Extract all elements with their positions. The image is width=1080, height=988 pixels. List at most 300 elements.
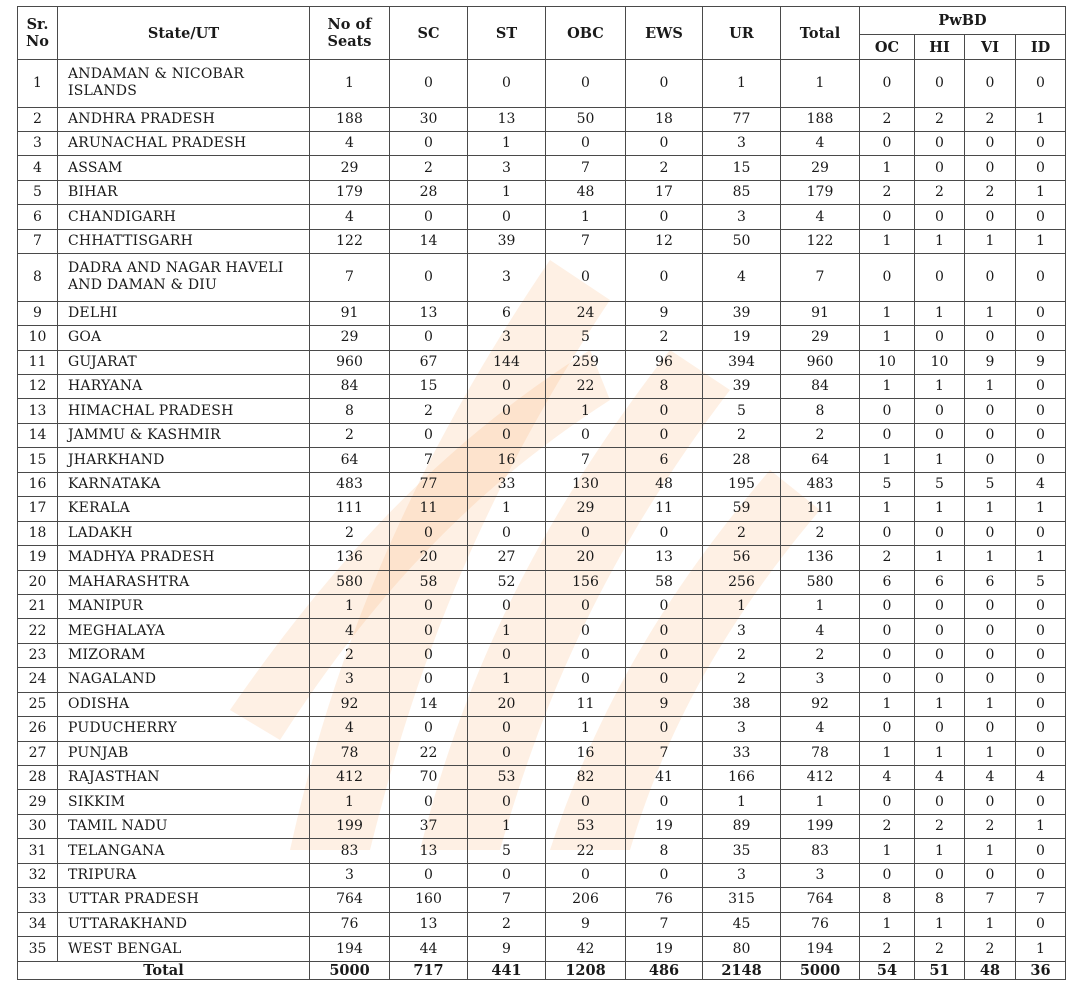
- cell-seats: 1: [310, 60, 390, 108]
- table-row: [18, 423, 1066, 447]
- cell-id: 1: [1016, 546, 1066, 570]
- cell-state: NAGALAND: [58, 668, 310, 692]
- cell-hi: 1: [915, 448, 965, 472]
- cell-hi: 0: [915, 254, 965, 302]
- cell-obc: 5: [546, 326, 626, 350]
- cell-vi: 5: [965, 472, 1016, 496]
- cell-hi: 5: [915, 472, 965, 496]
- table-row: [18, 594, 1066, 618]
- cell-ews: 7: [626, 741, 703, 765]
- cell-obc: 0: [546, 863, 626, 887]
- cell-total: 179: [781, 180, 860, 204]
- cell-state: LADAKH: [58, 521, 310, 545]
- cell-seats: 188: [310, 107, 390, 131]
- cell-ews: 2: [626, 326, 703, 350]
- cell-total: 8: [781, 399, 860, 423]
- cell-sr: 8: [18, 254, 58, 302]
- table-body: [18, 60, 1066, 962]
- total-total: 5000: [781, 962, 860, 980]
- cell-ews: 6: [626, 448, 703, 472]
- header-ur: UR: [703, 7, 781, 60]
- cell-total: 4: [781, 619, 860, 643]
- cell-obc: 16: [546, 741, 626, 765]
- cell-ews: 58: [626, 570, 703, 594]
- cell-total: 111: [781, 497, 860, 521]
- cell-oc: 1: [860, 301, 915, 325]
- cell-sr: 2: [18, 107, 58, 131]
- cell-vi: 0: [965, 863, 1016, 887]
- cell-vi: 1: [965, 692, 1016, 716]
- cell-oc: 0: [860, 717, 915, 741]
- cell-id: 0: [1016, 375, 1066, 399]
- cell-sc: 13: [390, 301, 468, 325]
- cell-oc: 0: [860, 254, 915, 302]
- cell-hi: 2: [915, 180, 965, 204]
- cell-hi: 2: [915, 107, 965, 131]
- cell-hi: 0: [915, 668, 965, 692]
- header-hi: HI: [915, 35, 965, 60]
- cell-ews: 0: [626, 668, 703, 692]
- cell-oc: 0: [860, 60, 915, 108]
- cell-ur: 38: [703, 692, 781, 716]
- header-row: [18, 7, 1066, 35]
- cell-vi: 0: [965, 619, 1016, 643]
- cell-obc: 0: [546, 423, 626, 447]
- cell-state: KARNATAKA: [58, 472, 310, 496]
- cell-total: 412: [781, 766, 860, 790]
- cell-obc: 0: [546, 254, 626, 302]
- cell-ews: 19: [626, 814, 703, 838]
- cell-ur: 77: [703, 107, 781, 131]
- cell-vi: 0: [965, 399, 1016, 423]
- table-row: [18, 156, 1066, 180]
- cell-total: 3: [781, 863, 860, 887]
- cell-sc: 0: [390, 717, 468, 741]
- cell-obc: 22: [546, 375, 626, 399]
- cell-total: 188: [781, 107, 860, 131]
- cell-vi: 2: [965, 937, 1016, 962]
- cell-obc: 0: [546, 594, 626, 618]
- cell-total: 1: [781, 594, 860, 618]
- cell-ur: 2: [703, 668, 781, 692]
- cell-id: 0: [1016, 423, 1066, 447]
- cell-ews: 12: [626, 229, 703, 253]
- cell-sc: 0: [390, 423, 468, 447]
- cell-st: 52: [468, 570, 546, 594]
- cell-oc: 2: [860, 180, 915, 204]
- cell-sr: 19: [18, 546, 58, 570]
- cell-oc: 0: [860, 205, 915, 229]
- cell-st: 0: [468, 399, 546, 423]
- cell-sr: 17: [18, 497, 58, 521]
- table-row: [18, 521, 1066, 545]
- cell-total: 2: [781, 643, 860, 667]
- cell-ur: 2: [703, 521, 781, 545]
- cell-sr: 27: [18, 741, 58, 765]
- cell-id: 0: [1016, 521, 1066, 545]
- cell-ur: 166: [703, 766, 781, 790]
- header-total: Total: [781, 7, 860, 60]
- cell-vi: 9: [965, 350, 1016, 374]
- table-row: [18, 668, 1066, 692]
- cell-ur: 19: [703, 326, 781, 350]
- cell-total: 1: [781, 790, 860, 814]
- table-row: [18, 912, 1066, 936]
- cell-state: ARUNACHAL PRADESH: [58, 131, 310, 155]
- cell-id: 1: [1016, 497, 1066, 521]
- cell-ur: 3: [703, 131, 781, 155]
- table-row: [18, 619, 1066, 643]
- table-row: [18, 497, 1066, 521]
- cell-st: 20: [468, 692, 546, 716]
- table-row: [18, 350, 1066, 374]
- cell-ews: 0: [626, 60, 703, 108]
- cell-ews: 0: [626, 594, 703, 618]
- cell-ur: 39: [703, 301, 781, 325]
- cell-st: 16: [468, 448, 546, 472]
- cell-vi: 0: [965, 717, 1016, 741]
- cell-hi: 0: [915, 326, 965, 350]
- cell-id: 0: [1016, 741, 1066, 765]
- header-ews: EWS: [626, 7, 703, 60]
- cell-obc: 0: [546, 60, 626, 108]
- cell-total: 84: [781, 375, 860, 399]
- cell-sr: 22: [18, 619, 58, 643]
- table-row: [18, 326, 1066, 350]
- cell-hi: 0: [915, 205, 965, 229]
- cell-sc: 7: [390, 448, 468, 472]
- cell-st: 53: [468, 766, 546, 790]
- cell-state: RAJASTHAN: [58, 766, 310, 790]
- cell-total: 4: [781, 205, 860, 229]
- cell-sc: 0: [390, 131, 468, 155]
- cell-seats: 412: [310, 766, 390, 790]
- cell-sr: 28: [18, 766, 58, 790]
- table-row: [18, 717, 1066, 741]
- cell-oc: 0: [860, 643, 915, 667]
- table-row: [18, 741, 1066, 765]
- cell-total: 4: [781, 717, 860, 741]
- cell-vi: 1: [965, 912, 1016, 936]
- cell-ur: 89: [703, 814, 781, 838]
- header-vi: VI: [965, 35, 1016, 60]
- cell-ur: 1: [703, 790, 781, 814]
- cell-sc: 22: [390, 741, 468, 765]
- cell-obc: 0: [546, 668, 626, 692]
- table-row: [18, 60, 1066, 108]
- cell-ews: 0: [626, 521, 703, 545]
- table-row: [18, 863, 1066, 887]
- cell-state: PUNJAB: [58, 741, 310, 765]
- total-vi: 48: [965, 962, 1016, 980]
- cell-seats: 960: [310, 350, 390, 374]
- cell-seats: 2: [310, 521, 390, 545]
- cell-oc: 1: [860, 497, 915, 521]
- cell-id: 0: [1016, 399, 1066, 423]
- cell-seats: 111: [310, 497, 390, 521]
- cell-st: 3: [468, 156, 546, 180]
- cell-id: 0: [1016, 643, 1066, 667]
- cell-id: 0: [1016, 254, 1066, 302]
- cell-state: UTTARAKHAND: [58, 912, 310, 936]
- cell-hi: 0: [915, 619, 965, 643]
- cell-ur: 3: [703, 205, 781, 229]
- cell-vi: 0: [965, 131, 1016, 155]
- cell-id: 0: [1016, 863, 1066, 887]
- cell-id: 0: [1016, 912, 1066, 936]
- cell-sc: 0: [390, 619, 468, 643]
- cell-state: HIMACHAL PRADESH: [58, 399, 310, 423]
- cell-st: 144: [468, 350, 546, 374]
- cell-obc: 1: [546, 399, 626, 423]
- cell-ur: 45: [703, 912, 781, 936]
- cell-id: 1: [1016, 229, 1066, 253]
- cell-ur: 33: [703, 741, 781, 765]
- cell-hi: 1: [915, 375, 965, 399]
- table-row: [18, 107, 1066, 131]
- cell-hi: 0: [915, 399, 965, 423]
- cell-vi: 0: [965, 643, 1016, 667]
- cell-ur: 3: [703, 717, 781, 741]
- cell-vi: 0: [965, 205, 1016, 229]
- cell-st: 1: [468, 131, 546, 155]
- cell-id: 0: [1016, 448, 1066, 472]
- cell-sr: 15: [18, 448, 58, 472]
- cell-id: 0: [1016, 205, 1066, 229]
- table-row: [18, 790, 1066, 814]
- cell-seats: 8: [310, 399, 390, 423]
- table-row: [18, 643, 1066, 667]
- cell-sc: 37: [390, 814, 468, 838]
- cell-id: 0: [1016, 839, 1066, 863]
- cell-oc: 0: [860, 594, 915, 618]
- cell-oc: 1: [860, 326, 915, 350]
- header-oc: OC: [860, 35, 915, 60]
- cell-total: 580: [781, 570, 860, 594]
- cell-seats: 1: [310, 790, 390, 814]
- cell-obc: 22: [546, 839, 626, 863]
- cell-sr: 33: [18, 888, 58, 912]
- cell-obc: 259: [546, 350, 626, 374]
- cell-seats: 1: [310, 594, 390, 618]
- cell-sr: 18: [18, 521, 58, 545]
- cell-oc: 2: [860, 546, 915, 570]
- cell-ur: 85: [703, 180, 781, 204]
- cell-st: 9: [468, 937, 546, 962]
- cell-total: 92: [781, 692, 860, 716]
- table-row: [18, 448, 1066, 472]
- total-obc: 1208: [546, 962, 626, 980]
- cell-hi: 0: [915, 423, 965, 447]
- cell-sc: 160: [390, 888, 468, 912]
- cell-vi: 0: [965, 448, 1016, 472]
- cell-vi: 1: [965, 546, 1016, 570]
- cell-hi: 1: [915, 912, 965, 936]
- cell-seats: 84: [310, 375, 390, 399]
- cell-hi: 0: [915, 594, 965, 618]
- cell-st: 0: [468, 205, 546, 229]
- cell-total: 78: [781, 741, 860, 765]
- cell-state: UTTAR PRADESH: [58, 888, 310, 912]
- cell-obc: 50: [546, 107, 626, 131]
- cell-sr: 11: [18, 350, 58, 374]
- cell-id: 0: [1016, 692, 1066, 716]
- cell-sr: 31: [18, 839, 58, 863]
- cell-hi: 2: [915, 937, 965, 962]
- cell-ur: 195: [703, 472, 781, 496]
- cell-vi: 1: [965, 229, 1016, 253]
- cell-ews: 0: [626, 863, 703, 887]
- cell-sr: 1: [18, 60, 58, 108]
- cell-id: 0: [1016, 60, 1066, 108]
- cell-state: TAMIL NADU: [58, 814, 310, 838]
- header-state: State/UT: [58, 7, 310, 60]
- cell-obc: 7: [546, 229, 626, 253]
- cell-obc: 0: [546, 619, 626, 643]
- cell-seats: 194: [310, 937, 390, 962]
- cell-sc: 13: [390, 839, 468, 863]
- cell-total: 136: [781, 546, 860, 570]
- cell-vi: 4: [965, 766, 1016, 790]
- total-st: 441: [468, 962, 546, 980]
- cell-total: 122: [781, 229, 860, 253]
- cell-seats: 580: [310, 570, 390, 594]
- cell-hi: 1: [915, 692, 965, 716]
- cell-hi: 0: [915, 643, 965, 667]
- cell-sc: 0: [390, 254, 468, 302]
- cell-sc: 0: [390, 790, 468, 814]
- cell-oc: 6: [860, 570, 915, 594]
- cell-state: ANDAMAN & NICOBAR ISLANDS: [58, 60, 310, 108]
- cell-state: TELANGANA: [58, 839, 310, 863]
- cell-hi: 0: [915, 521, 965, 545]
- cell-vi: 0: [965, 60, 1016, 108]
- cell-seats: 91: [310, 301, 390, 325]
- cell-sr: 9: [18, 301, 58, 325]
- cell-seats: 764: [310, 888, 390, 912]
- cell-sc: 0: [390, 643, 468, 667]
- cell-sc: 77: [390, 472, 468, 496]
- cell-sc: 0: [390, 205, 468, 229]
- cell-obc: 11: [546, 692, 626, 716]
- cell-state: TRIPURA: [58, 863, 310, 887]
- cell-obc: 7: [546, 448, 626, 472]
- cell-hi: 0: [915, 131, 965, 155]
- cell-ews: 0: [626, 619, 703, 643]
- cell-seats: 136: [310, 546, 390, 570]
- cell-state: JAMMU & KASHMIR: [58, 423, 310, 447]
- cell-sr: 25: [18, 692, 58, 716]
- cell-sc: 20: [390, 546, 468, 570]
- total-label: Total: [18, 962, 310, 980]
- cell-sc: 15: [390, 375, 468, 399]
- cell-state: ASSAM: [58, 156, 310, 180]
- cell-sc: 70: [390, 766, 468, 790]
- cell-oc: 1: [860, 156, 915, 180]
- cell-sr: 34: [18, 912, 58, 936]
- cell-sr: 7: [18, 229, 58, 253]
- cell-sr: 3: [18, 131, 58, 155]
- cell-seats: 483: [310, 472, 390, 496]
- cell-state: MIZORAM: [58, 643, 310, 667]
- cell-ews: 0: [626, 205, 703, 229]
- cell-state: HARYANA: [58, 375, 310, 399]
- cell-vi: 1: [965, 741, 1016, 765]
- seat-matrix-table: [17, 6, 1066, 980]
- header-id: ID: [1016, 35, 1066, 60]
- cell-obc: 1: [546, 205, 626, 229]
- cell-hi: 8: [915, 888, 965, 912]
- cell-sr: 20: [18, 570, 58, 594]
- table-row: [18, 570, 1066, 594]
- cell-oc: 1: [860, 229, 915, 253]
- cell-ur: 35: [703, 839, 781, 863]
- cell-total: 483: [781, 472, 860, 496]
- cell-hi: 0: [915, 790, 965, 814]
- cell-seats: 2: [310, 643, 390, 667]
- cell-oc: 1: [860, 912, 915, 936]
- cell-hi: 6: [915, 570, 965, 594]
- cell-vi: 0: [965, 254, 1016, 302]
- cell-oc: 0: [860, 863, 915, 887]
- cell-sc: 58: [390, 570, 468, 594]
- cell-total: 199: [781, 814, 860, 838]
- cell-state: CHANDIGARH: [58, 205, 310, 229]
- cell-vi: 2: [965, 814, 1016, 838]
- cell-state: SIKKIM: [58, 790, 310, 814]
- cell-sr: 29: [18, 790, 58, 814]
- cell-obc: 0: [546, 790, 626, 814]
- cell-ews: 76: [626, 888, 703, 912]
- cell-sr: 32: [18, 863, 58, 887]
- cell-state: BIHAR: [58, 180, 310, 204]
- cell-ur: 1: [703, 594, 781, 618]
- cell-id: 7: [1016, 888, 1066, 912]
- cell-sc: 14: [390, 692, 468, 716]
- cell-ur: 4: [703, 254, 781, 302]
- cell-sc: 30: [390, 107, 468, 131]
- cell-sc: 0: [390, 668, 468, 692]
- cell-oc: 2: [860, 814, 915, 838]
- cell-state: GOA: [58, 326, 310, 350]
- cell-id: 0: [1016, 326, 1066, 350]
- cell-total: 76: [781, 912, 860, 936]
- cell-state: JHARKHAND: [58, 448, 310, 472]
- cell-total: 2: [781, 423, 860, 447]
- cell-seats: 179: [310, 180, 390, 204]
- cell-ews: 41: [626, 766, 703, 790]
- cell-vi: 7: [965, 888, 1016, 912]
- cell-obc: 20: [546, 546, 626, 570]
- cell-state: WEST BENGAL: [58, 937, 310, 962]
- cell-seats: 29: [310, 156, 390, 180]
- cell-vi: 0: [965, 521, 1016, 545]
- cell-total: 83: [781, 839, 860, 863]
- cell-st: 0: [468, 594, 546, 618]
- cell-vi: 0: [965, 423, 1016, 447]
- cell-state: DADRA AND NAGAR HAVELI AND DAMAN & DIU: [58, 254, 310, 302]
- cell-obc: 42: [546, 937, 626, 962]
- cell-ews: 0: [626, 717, 703, 741]
- cell-ews: 11: [626, 497, 703, 521]
- cell-ews: 2: [626, 156, 703, 180]
- cell-id: 9: [1016, 350, 1066, 374]
- cell-ews: 0: [626, 643, 703, 667]
- cell-vi: 0: [965, 668, 1016, 692]
- cell-vi: 1: [965, 375, 1016, 399]
- table-row: [18, 814, 1066, 838]
- cell-id: 1: [1016, 180, 1066, 204]
